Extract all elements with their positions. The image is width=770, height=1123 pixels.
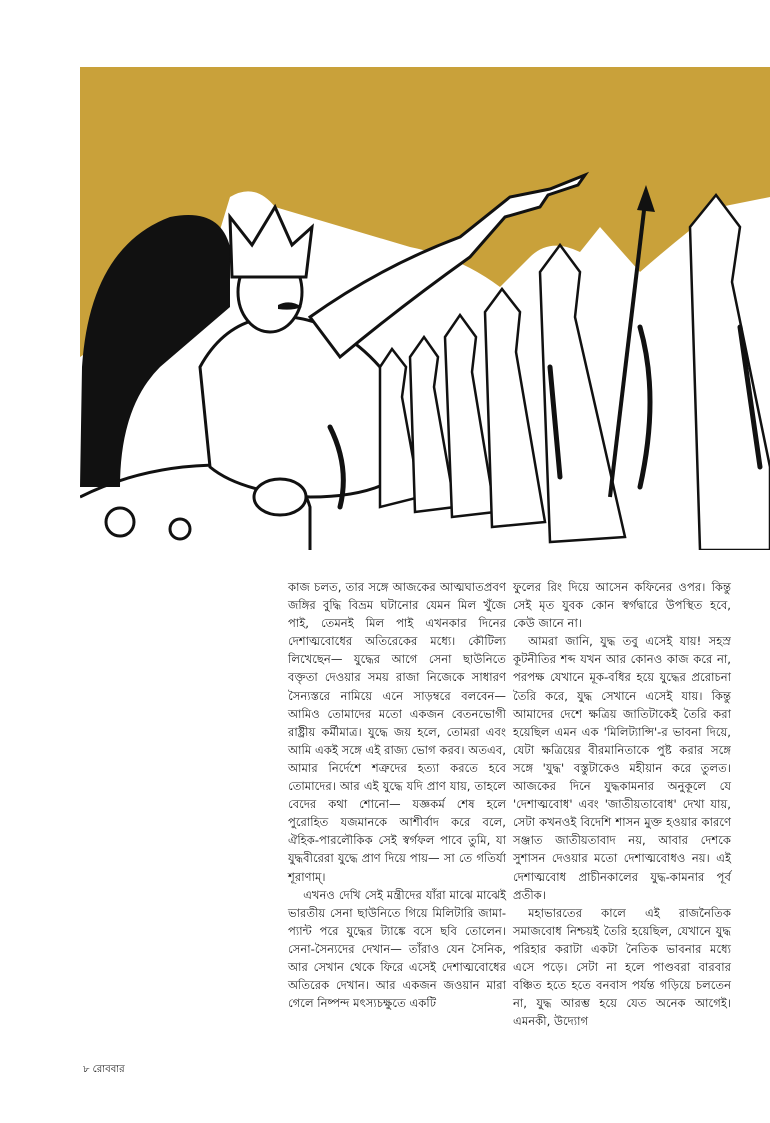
paragraph: আমরা জানি, যুদ্ধ তবু এসেই যায়! সহস্র কূটনীতির শব্দ যখন আর কোনও কাজ করে না, পরপক্ষ যেখানে মূক-বধির হয়ে যুদ্ধের প্ররোচনা তৈরি করে, যুদ্ধ সেখানে এসেই যায়। কিন্তু আমাদের দেশে ক্ষত্রিয় জাতিটাকেই তৈরি করা হয়েছিল এমন এক 'মিলিট্যান্সি'-র ভাবনা দিয়ে, যেটা ক্ষত্রিয়ের বীরমানিতাকে পুষ্ট করার সঙ্গে সঙ্গে 'যুদ্ধ' বস্তুটাকেও মহীয়ান করে তুলত। আজকের দিনে যুদ্ধকামনার অনুকূলে যে 'দেশাত্মবোধ' এবং 'জাতীয়তাবোধ' দেখা যায়, সেটা কখনওই বিদেশি শাসন মুক্ত হওয়ার কারণে সঞ্জাত জাতীয়তাবাদ নয়, আবার দেশকে সুশাসন দেওয়ার মতো দেশাত্মবোধও নয়। এই দেশাত্মবোধ প্রাচীনকালের যুদ্ধ-কামনার পূর্ব প্রতীক। (513, 634, 731, 902)
king-and-soldiers-illustration (80, 67, 770, 550)
paragraph: ফুলের রিং দিয়ে আসেন কফিনের ওপর। কিন্তু সেই মৃত যুবক কোন স্বর্গদ্বারে উপস্থিত হবে, কেউ জানে না। (513, 580, 731, 631)
article-column-right (513, 578, 731, 1030)
page-folio: ৮ রোববার (83, 1064, 125, 1075)
paragraph: কাজ চলত, তার সঙ্গে আজকের আত্মঘাতপ্রবণ জঙ্গির বুদ্ধি বিভ্রম ঘটানোর যেমন মিল খুঁজে পাই, তেমনই মিল পাই এখনকার দিনের দেশাত্মবোধের অতিরেকের মধ্যে। কৌটিল্য লিখেছেন— যুদ্ধের আগে সেনা ছাউনিতে বক্তৃতা দেওয়ার সময় রাজা নিজেকে সাধারণ সৈন্যস্তরে নামিয়ে এনে সাড়ম্বরে বলবেন— আমিও তোমাদের মতো একজন বেতনভোগী রাষ্ট্রীয় কর্মীমাত্র। যুদ্ধে জয় হলে, তোমরা এবং আমি একই সঙ্গে এই রাজ্য ভোগ করব। অতএব, আমার নির্দেশে শত্রুদের হত্যা করতে হবে তোমাদের। আর এই যুদ্ধে যদি প্রাণ যায়, তাহলে বেদের কথা শোনো— যজ্ঞকর্ম শেষ হলে পুরোহিত যজমানকে আশীর্বাদ করে বলে, ঐহিক-পারলৌকিক সেই স্বর্গফল পাবে তুমি, যা যুদ্ধবীরেরা যুদ্ধে প্রাণ দিয়ে পায়— সা তে গতির্যা শূরাণাম্। (288, 580, 506, 884)
article-column-left (288, 578, 506, 1012)
paragraph: এখনও দেখি সেই মন্ত্রীদের যাঁরা মাঝে মাঝেই ভারতীয় সেনা ছাউনিতে গিয়ে মিলিটারি জামা-প্যান্ট পরে যুদ্ধের ট্যাঙ্কে বসে ছবি তোলেন। সেনা-সৈন্যদের দেখান— তাঁরাও যেন সৈনিক, আর সেখান থেকে ফিরে এসেই দেশাত্মবোধের অতিরেক দেখান। আর একজন জওয়ান মারা গেলে নিষ্পন্দ মৎস্যচক্ষুতে একটি (288, 887, 506, 1011)
paragraph: মহাভারতের কালে এই রাজনৈতিক সমাজবোধ নিশ্চয়ই তৈরি হয়েছিল, যেখানে যুদ্ধ পরিহার করাটা একটা নৈতিক ভাবনার মধ্যে এসে পড়ে। সেটা না হলে পাণ্ডবরা বারবার বঞ্চিত হতে হতে বনবাস পর্যন্ত গড়িয়ে চলতেন না, যুদ্ধ আরম্ভ হয়ে যেত অনেক আগেই। এমনকী, উদ্যোগ (513, 905, 731, 1029)
king-hand (254, 479, 306, 515)
